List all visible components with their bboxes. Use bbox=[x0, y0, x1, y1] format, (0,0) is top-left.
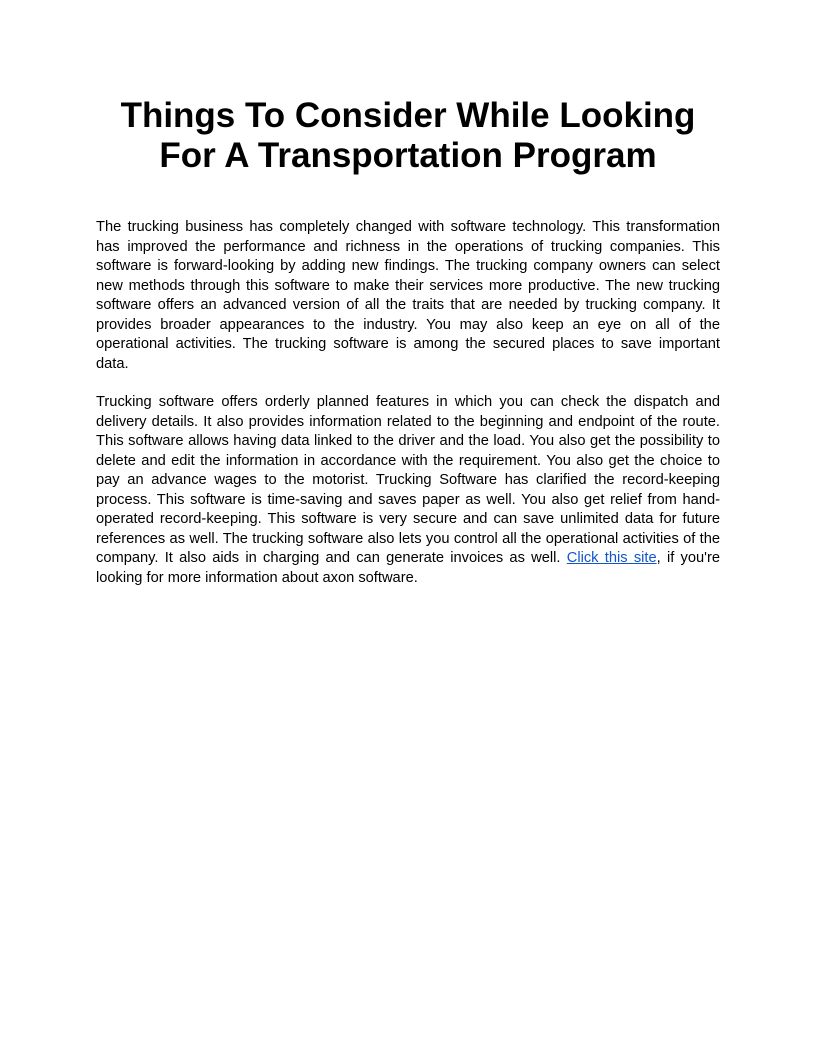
text-line: operational activities. The trucking software is among the secured places to save important bbox=[96, 336, 720, 352]
text-line-with-link bbox=[96, 549, 720, 569]
text-line: process. This software is time-saving and saves paper as well. You also get relief from hand- bbox=[96, 491, 720, 508]
text-line: looking for more information about axon software. bbox=[96, 569, 418, 586]
text-line: delete and edit the information in accordance with the requirement. You also get the choice to bbox=[96, 452, 720, 469]
paragraph-2 bbox=[96, 393, 720, 588]
text-line: provides broader appearances to the industry. You may also keep an eye on all of the bbox=[96, 316, 720, 333]
title-line-1: Things To Consider While Looking bbox=[120, 96, 696, 135]
text-line: The trucking business has completely changed with software technology. This transformation bbox=[96, 219, 720, 235]
text-line: software offers an advanced version of all the traits that are needed by trucking company. It bbox=[96, 297, 720, 313]
document-title bbox=[96, 96, 720, 176]
text-after-link: , if you're bbox=[656, 550, 720, 566]
paragraph-1 bbox=[96, 218, 720, 374]
text-line: software is forward-looking by adding new findings. The trucking company owners can select bbox=[96, 258, 720, 274]
click-this-site-link[interactable]: Click this site bbox=[566, 550, 657, 566]
text-line: data. bbox=[96, 355, 129, 372]
text-line: This software allows having data linked to the driver and the load. You also get the possibility to bbox=[96, 433, 720, 449]
text-before-link: company. It also aids in charging and can generate invoices as well. bbox=[96, 550, 561, 566]
text-line: operated record-keeping. This software is very secure and can save unlimited data for future bbox=[96, 511, 720, 527]
text-line: pay an advance wages to the motorist. Trucking Software has clarified the record-keeping bbox=[96, 472, 720, 488]
text-line: has improved the performance and richness in the operations of trucking companies. This bbox=[96, 238, 720, 255]
text-line: new methods through this software to make their services more productive. The new trucking bbox=[96, 277, 720, 294]
text-line: Trucking software offers orderly planned features in which you can check the dispatch and bbox=[96, 394, 720, 410]
text-line: references as well. The trucking software also lets you control all the operational activities of the bbox=[96, 530, 720, 547]
text-line: delivery details. It also provides information related to the beginning and endpoint of the route. bbox=[96, 413, 720, 430]
title-line-2: For A Transportation Program bbox=[159, 136, 657, 175]
